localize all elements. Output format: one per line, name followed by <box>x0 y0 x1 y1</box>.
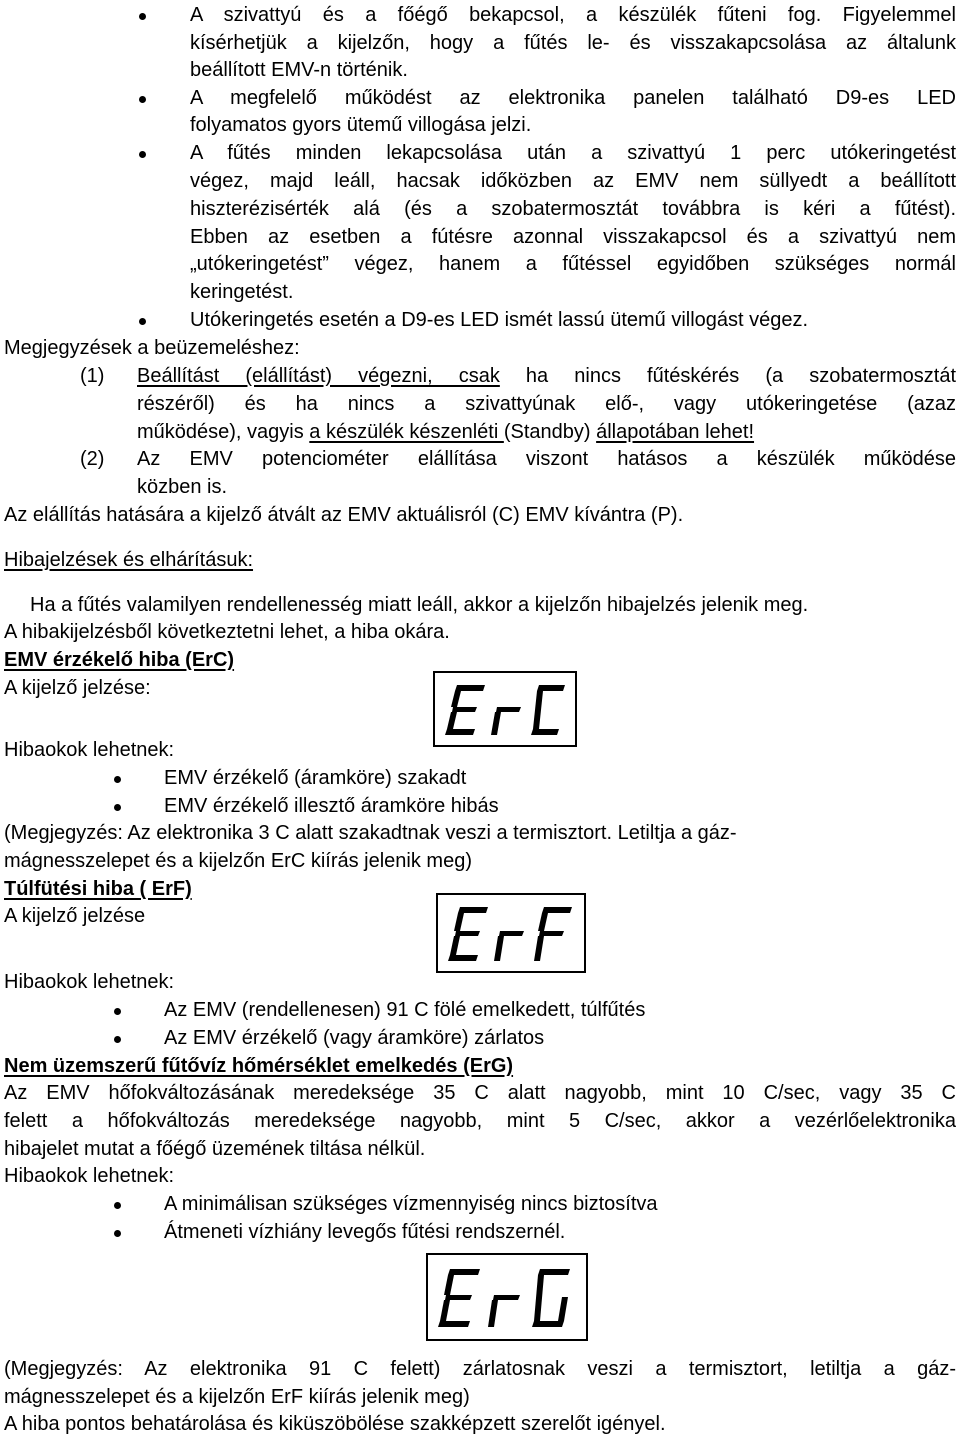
erc-display-label: A kijelző jelzése: <box>4 677 151 699</box>
errors-heading: Hibajelzések és elhárításuk: <box>4 549 254 571</box>
errors-intro: Ha a fűtés valamilyen rendellenesség miatt leáll, akkor a kijelzőn hibajelzés jelenik meg. <box>30 594 809 616</box>
bullet-text-line: folyamatos gyors ütemű villogása jelzi. <box>190 114 532 136</box>
erf-display-glyphs <box>438 895 584 971</box>
bullet-dot <box>139 318 146 325</box>
erg-cause: A minimálisan szükséges vízmennyiség nincs biztosítva <box>164 1193 658 1215</box>
note-underlined: Beállítást (elállítást) végezni, csak <box>137 365 500 387</box>
bullet-text-line: hiszterézisérték alá (és a szobatermosztát továbbra is kéri a fűtést). <box>190 198 956 220</box>
bullet-dot <box>139 151 146 158</box>
note-text-line: közben is. <box>137 476 228 498</box>
note-number: (1) <box>80 365 105 387</box>
erc-cause: EMV érzékelő (áramköre) szakadt <box>164 767 467 789</box>
bullet-dot <box>114 804 121 811</box>
erc-causes-label: Hibaokok lehetnek: <box>4 739 175 761</box>
erg-title: Nem üzemszerű fűtővíz hőmérséklet emelkedés (ErG) <box>4 1055 514 1077</box>
erg-desc: felett a hőfokváltozás meredeksége nagyobb, mint 5 C/sec, akkor a vezérlőelektronika <box>4 1110 956 1132</box>
erc-cause: EMV érzékelő illesztő áramköre hibás <box>164 795 499 817</box>
bullet-text-line: keringetést. <box>190 281 294 303</box>
bullet-dot <box>114 1008 121 1015</box>
bullet-text-line: A fűtés minden lekapcsolása után a szivattyú 1 perc utókeringetést <box>190 142 956 164</box>
bullet-text-line: végez, majd leáll, hacsak időközben az EMV nem süllyedt a beállított <box>190 170 956 192</box>
final-note: A hiba pontos behatárolása és kiküszöbölése szakképzett szerelőt igényel. <box>4 1413 666 1435</box>
erg-desc: hibajelet mutat a főégő üzemének tiltása nélkül. <box>4 1138 426 1160</box>
bullet-text-line: Utókeringetés esetén a D9-es LED ismét lassú ütemű villogást végez. <box>190 309 809 331</box>
bullet-dot <box>114 1230 121 1237</box>
notes-heading: Megjegyzések a beüzemeléshez: <box>4 337 300 359</box>
erf-display-label: A kijelző jelzése <box>4 905 146 927</box>
erg-display <box>426 1253 588 1341</box>
bullet-text-line: kísérhetjük a kijelzőn, hogy a fűtés le- és visszakapcsolása az általunk <box>190 32 956 54</box>
erc-title: EMV érzékelő hiba (ErC) <box>4 649 235 671</box>
erf-cause: Az EMV (rendellenesen) 91 C fölé emelkedett, túlfűtés <box>164 999 646 1021</box>
bullet-text-line: „utókeringetést” végez, hanem a fűtéssel egyidőben szükséges normál <box>190 253 956 275</box>
erc-display <box>433 671 577 747</box>
note-number: (2) <box>80 448 105 470</box>
adjust-note: Az elállítás hatására a kijelző átvált az EMV aktuálisról (C) EMV kívántra (P). <box>4 504 684 526</box>
erf-title: Túlfütési hiba ( ErF) <box>4 878 192 900</box>
bullet-text-line: beállított EMV-n történik. <box>190 59 408 81</box>
bullet-text-line: A szivattyú és a főégő bekapcsol, a készülék fűteni fog. Figyelemmel <box>190 4 956 26</box>
bullet-dot <box>114 1202 121 1209</box>
erf-causes-label: Hibaokok lehetnek: <box>4 971 175 993</box>
final-note: mágnesszelepet és a kijelzőn ErF kiírás jelenik meg) <box>4 1386 470 1408</box>
note-text-line: Az EMV potenciométer elállítása viszont hatásos a készülék működése <box>137 448 956 470</box>
erg-causes-label: Hibaokok lehetnek: <box>4 1165 175 1187</box>
final-note: (Megjegyzés: Az elektronika 91 C felett) zárlatosnak veszi a termisztort, letiltja a gáz- <box>4 1358 956 1380</box>
erf-cause: Az EMV érzékelő (vagy áramköre) zárlatos <box>164 1027 545 1049</box>
note-underlined: a készülék készenléti <box>309 421 504 443</box>
erc-note: (Megjegyzés: Az elektronika 3 C alatt szakadtnak veszi a termisztort. Letiltja a gáz- <box>4 822 737 844</box>
note-text-line: működése), vagyis a készülék készenléti (Standby) állapotában lehet! <box>137 421 755 443</box>
bullet-text-line: Ebben az esetben a fútésre azonnal visszakapcsol és a szivattyú nem <box>190 226 956 248</box>
bullet-dot <box>139 96 146 103</box>
erg-display-glyphs <box>428 1255 586 1339</box>
erg-cause: Átmeneti vízhiány levegős fűtési rendszernél. <box>164 1221 566 1243</box>
erg-desc: Az EMV hőfokváltozásának meredeksége 35 C alatt nagyobb, mint 10 C/sec, vagy 35 C <box>4 1082 956 1104</box>
note-text-line: részéről) és ha nincs a szivattyúnak elő-, vagy utókeringetése (azaz <box>137 393 956 415</box>
erc-note: mágnesszelepet és a kijelzőn ErC kiírás jelenik meg) <box>4 850 472 872</box>
note-underlined: állapotában lehet! <box>596 421 755 443</box>
note-text-line: Beállítást (elállítást) végezni, csak ha nincs fűtéskérés (a szobatermosztát <box>137 365 956 387</box>
erf-display <box>436 893 586 973</box>
bullet-text-line: A megfelelő működést az elektronika panelen található D9-es LED <box>190 87 956 109</box>
bullet-dot <box>139 13 146 20</box>
bullet-dot <box>114 776 121 783</box>
errors-intro: A hibakijelzésből következtetni lehet, a hiba okára. <box>4 621 450 643</box>
bullet-dot <box>114 1036 121 1043</box>
erc-display-glyphs <box>435 673 575 745</box>
